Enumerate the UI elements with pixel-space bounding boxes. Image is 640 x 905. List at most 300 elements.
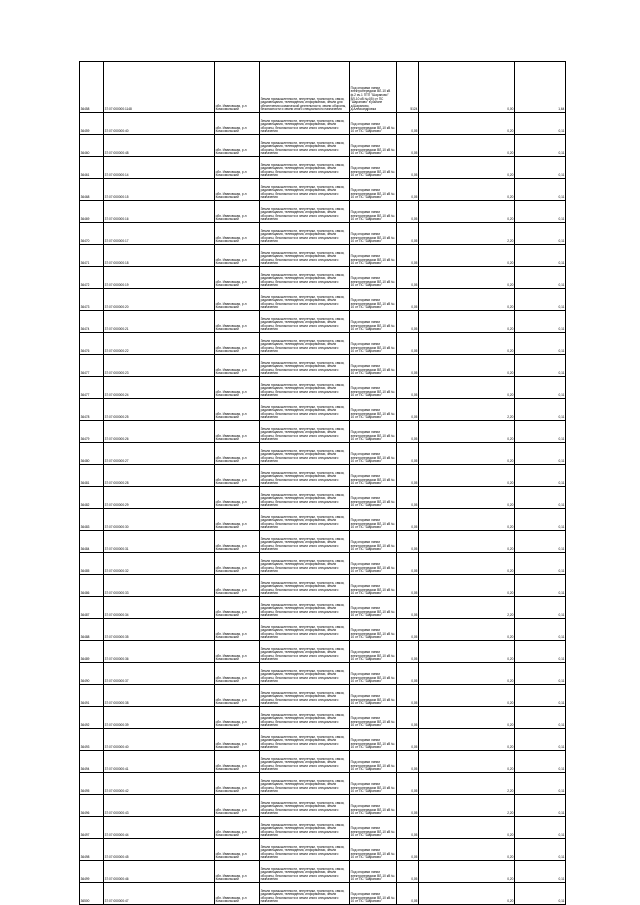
table-row [80, 575, 566, 597]
cadastral-number-cell: 37:07:000000:48 [104, 135, 215, 157]
address-cell: обл. Ивановская, р-н Комсомольский [215, 597, 260, 619]
address-cell: обл. Ивановская, р-н Комсомольский [215, 421, 260, 443]
table-row [80, 223, 566, 245]
land-category-cell: Земли промышленности, энергетики, транспорта, связи, радиовещания, телевидения, информатики, земли обороны, безопасности и земли иного специального назначения [260, 399, 350, 421]
cadastral-number-cell: 37:07:000000:35 [104, 619, 215, 641]
row-id-cell: 36484 [80, 531, 104, 553]
value-cell-1: 0,20 [419, 465, 515, 487]
row-id-cell: 36477 [80, 355, 104, 377]
permitted-use-cell: Под опорами линии электропередачи ВЛ-10 кВ № 10 от ПС "Шарапово" [350, 751, 397, 773]
land-category-cell: Земли промышленности, энергетики, транспорта, связи, радиовещания, телевидения, информатики, земли обороны, безопасности и земли иного специального назначения [260, 245, 350, 267]
value-cell-1: 0,20 [419, 883, 515, 905]
permitted-use-cell: Под опорами линии электропередачи ВЛ-10 кВ № 10 от ПС "Шарапово" [350, 487, 397, 509]
land-category-cell: Земли промышленности, энергетики, транспорта, связи, радиовещания, телевидения, информатики, земли обороны, безопасности и земли иного специального назначения [260, 861, 350, 883]
table-row [80, 817, 566, 839]
address-cell: обл. Ивановская, р-н Комсомольский [215, 399, 260, 421]
cadastral-number-cell: 37:07:000000:18 [104, 245, 215, 267]
value-cell-1: 0,20 [419, 267, 515, 289]
permitted-use-cell: Под опорами линии электропередачи ВЛ-10 кВ № 10 от ПС "Шарапово" [350, 245, 397, 267]
land-category-cell: Земли промышленности, энергетики, транспорта, связи, радиовещания, телевидения, информатики, земли обороны, безопасности и земли иного специального назначения [260, 487, 350, 509]
value-cell-2: 0,11 [515, 487, 566, 509]
cadastral-number-cell: 37:07:000000:41 [104, 751, 215, 773]
row-id-cell: 36486 [80, 575, 104, 597]
area-cell: 0,05 [397, 619, 419, 641]
value-cell-2: 0,11 [515, 135, 566, 157]
table-row [80, 289, 566, 311]
table-row [80, 311, 566, 333]
table-row [80, 861, 566, 883]
land-category-cell: Земли промышленности, энергетики, транспорта, связи, радиовещания, телевидения, информатики, земли обороны, безопасности и земли иного специального назначения [260, 883, 350, 905]
cadastral-number-cell: 37:07:000000:27 [104, 443, 215, 465]
address-cell: обл. Ивановская, р-н Комсомольский [215, 377, 260, 399]
permitted-use-cell: Под опорами линии электропередачи ВЛ-10 кВ № 10 от ПС "Шарапово" [350, 795, 397, 817]
address-cell: обл. Ивановская, р-н Комсомольский [215, 707, 260, 729]
address-cell: обл. Ивановская, р-н Комсомольский [215, 685, 260, 707]
table-row [80, 619, 566, 641]
address-cell: обл. Ивановская, р-н Комсомольский [215, 861, 260, 883]
cadastral-number-cell: 37:07:000000:43 [104, 795, 215, 817]
permitted-use-cell: Под опорами линии электропередачи ВЛ-10 кВ № 10 от ПС "Шарапово" [350, 333, 397, 355]
area-cell: 0,05 [397, 311, 419, 333]
value-cell-1: 0,20 [419, 377, 515, 399]
value-cell-1: 0,20 [419, 839, 515, 861]
value-cell-1: 2,20 [419, 223, 515, 245]
cadastral-number-cell: 37:07:000000:33 [104, 575, 215, 597]
row-id-cell: 36487 [80, 597, 104, 619]
area-cell: 0,05 [397, 289, 419, 311]
value-cell-2: 0,11 [515, 861, 566, 883]
row-id-cell: 36470 [80, 223, 104, 245]
value-cell-1: 0,20 [419, 245, 515, 267]
area-cell: 0,05 [397, 443, 419, 465]
table-row [80, 333, 566, 355]
area-cell: 0,05 [397, 883, 419, 905]
value-cell-2: 0,11 [515, 751, 566, 773]
permitted-use-cell: Под опорами линии электропередачи ВЛ-10 кВ № 10 от ПС "Шарапово" [350, 509, 397, 531]
value-cell-1: 0,20 [419, 751, 515, 773]
permitted-use-cell: Под опорами линии электропередачи ВЛ-10 кВ № 10 от ПС "Шарапово" [350, 839, 397, 861]
land-category-cell: Земли промышленности, энергетики, транспорта, связи, радиовещания, телевидения, информатики, земли обороны, безопасности и земли иного специального назначения [260, 443, 350, 465]
value-cell-2: 0,11 [515, 223, 566, 245]
area-cell: 0,05 [397, 135, 419, 157]
value-cell-2: 0,11 [515, 553, 566, 575]
address-cell: обл. Ивановская, р-н Комсомольский [215, 465, 260, 487]
table-row [80, 135, 566, 157]
value-cell-2: 0,11 [515, 157, 566, 179]
row-id-cell: 36485 [80, 553, 104, 575]
area-cell: 0,05 [397, 795, 419, 817]
table-row [80, 663, 566, 685]
table-row [80, 509, 566, 531]
value-cell-1: 0,20 [419, 817, 515, 839]
area-cell: 0,05 [397, 553, 419, 575]
address-cell: обл. Ивановская, р-н Комсомольский [215, 817, 260, 839]
table-row [80, 553, 566, 575]
row-id-cell: 36468 [80, 179, 104, 201]
value-cell-1: 0,20 [419, 861, 515, 883]
value-cell-2: 0,11 [515, 597, 566, 619]
cadastral-number-cell: 37:07:000000:46 [104, 861, 215, 883]
row-id-cell: 36458 [80, 62, 104, 113]
value-cell-1: 0,00 [419, 62, 515, 113]
cadastral-number-cell: 37:07:000000:31 [104, 531, 215, 553]
permitted-use-cell: Под опорами линии электропередачи ВЛ-10 кВ № 10 от ПС "Шарапово" [350, 817, 397, 839]
permitted-use-cell: Под опорами линии электропередачи ВЛ-10 кВ № 10 от ПС "Шарапово" [350, 597, 397, 619]
land-category-cell: Земли промышленности, энергетики, транспорта, связи, радиовещания, телевидения, информатики, земли обороны, безопасности и земли иного специального назначения [260, 333, 350, 355]
cadastral-number-cell: 37:07:000000:26 [104, 421, 215, 443]
row-id-cell: 36477 [80, 377, 104, 399]
cadastral-number-cell: 37:07:000000:47 [104, 883, 215, 905]
value-cell-1: 0,20 [419, 663, 515, 685]
area-cell: 0,05 [397, 641, 419, 663]
address-cell: обл. Ивановская, р-н Комсомольский [215, 355, 260, 377]
cadastral-number-cell: 37:07:000000:42 [104, 773, 215, 795]
cadastral-number-cell: 37:07:000000:22 [104, 333, 215, 355]
value-cell-2: 0,11 [515, 333, 566, 355]
address-cell: обл. Ивановская, р-н Комсомольский [215, 883, 260, 905]
permitted-use-cell: Под опорами линии электропередачи ВЛ-10 кВ № 10 от ПС "Шарапово" [350, 641, 397, 663]
area-cell: 0,05 [397, 245, 419, 267]
address-cell: обл. Ивановская, р-н Комсомольский [215, 795, 260, 817]
land-category-cell: Земли промышленности, энергетики, транспорта, связи, радиовещания, телевидения, информатики, земли обороны, безопасности и земли иного специального назначения [260, 311, 350, 333]
row-id-cell: 36461 [80, 157, 104, 179]
cadastral-number-cell: 37:07:000000:34 [104, 597, 215, 619]
area-cell: 0,05 [397, 179, 419, 201]
value-cell-2: 0,11 [515, 311, 566, 333]
land-category-cell: Земли промышленности, энергетики, транспорта, связи, радиовещания, телевидения, информатики, земли обороны, безопасности и земли иного специального назначения [260, 201, 350, 223]
land-category-cell: Земли промышленности, энергетики, транспорта, связи, радиовещания, телевидения, информатики, земли обороны, безопасности и земли иного специального назначения [260, 663, 350, 685]
permitted-use-cell: Под опорами линии электропередачи ВЛ-10 кВ № 10 от ПС "Шарапово" [350, 619, 397, 641]
value-cell-2: 0,11 [515, 531, 566, 553]
value-cell-1: 0,20 [419, 135, 515, 157]
land-category-cell: Земли промышленности, энергетики, транспорта, связи, радиовещания, телевидения, информатики, земли обороны, безопасности и земли иного специального назначения [260, 817, 350, 839]
land-category-cell: Земли промышленности, энергетики, транспорта, связи, радиовещания, телевидения, информатики, земли для обеспечения космической деятельности, земли обороны, безопасности и земли иного специального назначения [260, 62, 350, 113]
value-cell-2: 0,11 [515, 773, 566, 795]
area-cell: 0,05 [397, 707, 419, 729]
value-cell-2: 0,11 [515, 685, 566, 707]
area-cell: 0,05 [397, 157, 419, 179]
cadastral-number-cell: 37:07:000000:25 [104, 399, 215, 421]
row-id-cell: 36482 [80, 487, 104, 509]
area-cell: 0,05 [397, 223, 419, 245]
value-cell-1: 0,20 [419, 707, 515, 729]
permitted-use-cell: Под опорами линии электропередачи ВЛ-10 кВ № 10 от ПС "Шарапово" [350, 531, 397, 553]
permitted-use-cell: Под опорами линии электропередачи ВЛ-10 кВ № 10 от ПС "Шарапово" [350, 223, 397, 245]
land-category-cell: Земли промышленности, энергетики, транспорта, связи, радиовещания, телевидения, информатики, земли обороны, безопасности и земли иного специального назначения [260, 421, 350, 443]
land-registry-table [79, 61, 566, 905]
permitted-use-cell: Под опорами линии электропередачи ВЛ-10 кВ № 10 от ПС "Шарапово" [350, 113, 397, 135]
row-id-cell: 36460 [80, 135, 104, 157]
permitted-use-cell: Под опорами линии электропередачи ВЛ-10 кВ № 10 от ПС "Шарапово" [350, 179, 397, 201]
cadastral-number-cell: 37:07:000000:21 [104, 311, 215, 333]
value-cell-2: 0,11 [515, 839, 566, 861]
value-cell-2: 0,11 [515, 355, 566, 377]
area-cell: 0,05 [397, 531, 419, 553]
land-category-cell: Земли промышленности, энергетики, транспорта, связи, радиовещания, телевидения, информатики, земли обороны, безопасности и земли иного специального назначения [260, 641, 350, 663]
value-cell-2: 0,11 [515, 619, 566, 641]
area-cell: 0,05 [397, 465, 419, 487]
row-id-cell: 36488 [80, 619, 104, 641]
row-id-cell: 36483 [80, 509, 104, 531]
land-category-cell: Земли промышленности, энергетики, транспорта, связи, радиовещания, телевидения, информатики, земли обороны, безопасности и земли иного специального назначения [260, 795, 350, 817]
permitted-use-cell: Под опорами линии электропередачи ВЛ-10 кВ № 10 от ПС "Шарапово" [350, 421, 397, 443]
table-row [80, 62, 566, 113]
address-cell: обл. Ивановская, р-н Комсомольский [215, 245, 260, 267]
value-cell-2: 0,11 [515, 179, 566, 201]
value-cell-1: 0,20 [419, 729, 515, 751]
value-cell-1: 0,20 [419, 157, 515, 179]
table-row [80, 597, 566, 619]
table-row [80, 157, 566, 179]
value-cell-2: 0,11 [515, 245, 566, 267]
address-cell: обл. Ивановская, р-н Комсомольский [215, 553, 260, 575]
address-cell: обл. Ивановская, р-н Комсомольский [215, 773, 260, 795]
permitted-use-cell: Под опорами линии электропередачи ВЛ-10 кВ ф.2 яч.1 ПТП "Шарапово" ВЛ-10 кВ №4(5) от ПС "Шарапово" в районе д.Шарапово, д.Александровка [350, 62, 397, 113]
value-cell-1: 0,20 [419, 179, 515, 201]
address-cell: обл. Ивановская, р-н Комсомольский [215, 201, 260, 223]
table-row [80, 377, 566, 399]
row-id-cell: 36471 [80, 245, 104, 267]
permitted-use-cell: Под опорами линии электропередачи ВЛ-10 кВ № 10 от ПС "Шарапово" [350, 883, 397, 905]
land-category-cell: Земли промышленности, энергетики, транспорта, связи, радиовещания, телевидения, информатики, земли обороны, безопасности и земли иного специального назначения [260, 773, 350, 795]
value-cell-2: 0,11 [515, 707, 566, 729]
table-row [80, 113, 566, 135]
row-id-cell: 36478 [80, 399, 104, 421]
cadastral-number-cell: 37:07:000000:30 [104, 509, 215, 531]
area-cell: 0,05 [397, 509, 419, 531]
value-cell-1: 0,20 [419, 553, 515, 575]
land-category-cell: Земли промышленности, энергетики, транспорта, связи, радиовещания, телевидения, информатики, земли обороны, безопасности и земли иного специального назначения [260, 179, 350, 201]
address-cell: обл. Ивановская, р-н Комсомольский [215, 289, 260, 311]
value-cell-2: 0,11 [515, 729, 566, 751]
table-row [80, 751, 566, 773]
cadastral-number-cell: 37:07:000000:23 [104, 355, 215, 377]
area-cell: 0,05 [397, 729, 419, 751]
value-cell-2: 0,11 [515, 795, 566, 817]
area-cell: 0,05 [397, 663, 419, 685]
row-id-cell: 36479 [80, 421, 104, 443]
land-category-cell: Земли промышленности, энергетики, транспорта, связи, радиовещания, телевидения, информатики, земли обороны, безопасности и земли иного специального назначения [260, 157, 350, 179]
value-cell-1: 2,20 [419, 399, 515, 421]
value-cell-1: 0,20 [419, 333, 515, 355]
address-cell: обл. Ивановская, р-н Комсомольский [215, 751, 260, 773]
land-category-cell: Земли промышленности, энергетики, транспорта, связи, радиовещания, телевидения, информатики, земли обороны, безопасности и земли иного специального назначения [260, 355, 350, 377]
value-cell-1: 0,20 [419, 355, 515, 377]
area-cell: 0,05 [397, 421, 419, 443]
permitted-use-cell: Под опорами линии электропередачи ВЛ-10 кВ № 10 от ПС "Шарапово" [350, 861, 397, 883]
land-category-cell: Земли промышленности, энергетики, транспорта, связи, радиовещания, телевидения, информатики, земли обороны, безопасности и земли иного специального назначения [260, 135, 350, 157]
row-id-cell: 36491 [80, 685, 104, 707]
table-row [80, 201, 566, 223]
value-cell-2: 0,11 [515, 113, 566, 135]
cadastral-number-cell: 37:07:000000:36 [104, 641, 215, 663]
value-cell-1: 0,20 [419, 487, 515, 509]
address-cell: обл. Ивановская, р-н Комсомольский [215, 663, 260, 685]
area-cell: 0,05 [397, 839, 419, 861]
address-cell: обл. Ивановская, р-н Комсомольский [215, 113, 260, 135]
cadastral-number-cell: 37:07:000000:28 [104, 465, 215, 487]
cadastral-number-cell: 37:07:000000:32 [104, 553, 215, 575]
land-category-cell: Земли промышленности, энергетики, транспорта, связи, радиовещания, телевидения, информатики, земли обороны, безопасности и земли иного специального назначения [260, 465, 350, 487]
address-cell: обл. Ивановская, р-н Комсомольский [215, 531, 260, 553]
address-cell: обл. Ивановская, р-н Комсомольский [215, 729, 260, 751]
permitted-use-cell: Под опорами линии электропередачи ВЛ-10 кВ № 10 от ПС "Шарапово" [350, 289, 397, 311]
cadastral-number-cell: 37:07:000000:39 [104, 707, 215, 729]
area-cell: 0,05 [397, 267, 419, 289]
value-cell-2: 0,11 [515, 817, 566, 839]
value-cell-2: 0,11 [515, 465, 566, 487]
land-category-cell: Земли промышленности, энергетики, транспорта, связи, радиовещания, телевидения, информатики, земли обороны, безопасности и земли иного специального назначения [260, 267, 350, 289]
row-id-cell: 36480 [80, 443, 104, 465]
table-row [80, 531, 566, 553]
value-cell-1: 0,20 [419, 443, 515, 465]
area-cell: 0,05 [397, 685, 419, 707]
permitted-use-cell: Под опорами линии электропередачи ВЛ-10 кВ № 10 от ПС "Шарапово" [350, 267, 397, 289]
cadastral-number-cell: 37:07:000000:17 [104, 223, 215, 245]
value-cell-2: 0,11 [515, 443, 566, 465]
address-cell: обл. Ивановская, р-н Комсомольский [215, 333, 260, 355]
permitted-use-cell: Под опорами линии электропередачи ВЛ-10 кВ № 10 от ПС "Шарапово" [350, 443, 397, 465]
table-row [80, 773, 566, 795]
permitted-use-cell: Под опорами линии электропередачи ВЛ-10 кВ № 10 от ПС "Шарапово" [350, 355, 397, 377]
table-row [80, 685, 566, 707]
value-cell-1: 2,20 [419, 773, 515, 795]
table-row [80, 443, 566, 465]
value-cell-1: 0,20 [419, 289, 515, 311]
table-row [80, 399, 566, 421]
table-row [80, 421, 566, 443]
row-id-cell: 36495 [80, 773, 104, 795]
row-id-cell: 36473 [80, 289, 104, 311]
land-category-cell: Земли промышленности, энергетики, транспорта, связи, радиовещания, телевидения, информатики, земли обороны, безопасности и земли иного специального назначения [260, 685, 350, 707]
value-cell-1: 0,20 [419, 509, 515, 531]
permitted-use-cell: Под опорами линии электропередачи ВЛ-10 кВ № 10 от ПС "Шарапово" [350, 707, 397, 729]
land-category-cell: Земли промышленности, энергетики, транспорта, связи, радиовещания, телевидения, информатики, земли обороны, безопасности и земли иного специального назначения [260, 729, 350, 751]
value-cell-2: 0,11 [515, 267, 566, 289]
cadastral-number-cell: 37:07:000000:44 [104, 817, 215, 839]
address-cell: обл. Ивановская, р-н Комсомольский [215, 619, 260, 641]
cadastral-number-cell: 37:07:000000:37 [104, 663, 215, 685]
permitted-use-cell: Под опорами линии электропередачи ВЛ-10 кВ № 10 от ПС "Шарапово" [350, 465, 397, 487]
table-row [80, 355, 566, 377]
value-cell-2: 0,11 [515, 399, 566, 421]
land-category-cell: Земли промышленности, энергетики, транспорта, связи, радиовещания, телевидения, информатики, земли обороны, безопасности и земли иного специального назначения [260, 575, 350, 597]
value-cell-1: 0,20 [419, 311, 515, 333]
permitted-use-cell: Под опорами линии электропередачи ВЛ-10 кВ № 10 от ПС "Шарапово" [350, 399, 397, 421]
value-cell-2: 0,11 [515, 575, 566, 597]
row-id-cell: 36474 [80, 311, 104, 333]
value-cell-2: 0,11 [515, 883, 566, 905]
value-cell-1: 0,20 [419, 421, 515, 443]
value-cell-1: 0,20 [419, 113, 515, 135]
area-cell: 5124 [397, 62, 419, 113]
permitted-use-cell: Под опорами линии электропередачи ВЛ-10 кВ № 10 от ПС "Шарапово" [350, 729, 397, 751]
table-row [80, 267, 566, 289]
table-row [80, 839, 566, 861]
cadastral-number-cell: 37:07:000000:29 [104, 487, 215, 509]
land-category-cell: Земли промышленности, энергетики, транспорта, связи, радиовещания, телевидения, информатики, земли обороны, безопасности и земли иного специального назначения [260, 553, 350, 575]
row-id-cell: 36472 [80, 267, 104, 289]
permitted-use-cell: Под опорами линии электропередачи ВЛ-10 кВ № 10 от ПС "Шарапово" [350, 685, 397, 707]
value-cell-2: 0,11 [515, 641, 566, 663]
cadastral-number-cell: 37:07:000000:19 [104, 267, 215, 289]
value-cell-1: 0,20 [419, 575, 515, 597]
address-cell: обл. Ивановская, р-н Комсомольский [215, 135, 260, 157]
value-cell-2: 0,11 [515, 663, 566, 685]
cadastral-number-cell: 37:07:000000:45 [104, 839, 215, 861]
land-category-cell: Земли промышленности, энергетики, транспорта, связи, радиовещания, телевидения, информатики, земли обороны, безопасности и земли иного специального назначения [260, 597, 350, 619]
area-cell: 0,05 [397, 333, 419, 355]
address-cell: обл. Ивановская, р-н Комсомольский [215, 839, 260, 861]
value-cell-2: 0,11 [515, 421, 566, 443]
area-cell: 0,05 [397, 113, 419, 135]
land-category-cell: Земли промышленности, энергетики, транспорта, связи, радиовещания, телевидения, информатики, земли обороны, безопасности и земли иного специального назначения [260, 751, 350, 773]
table-row [80, 729, 566, 751]
table-row [80, 883, 566, 905]
cadastral-number-cell: 37:07:000000:20 [104, 289, 215, 311]
permitted-use-cell: Под опорами линии электропередачи ВЛ-10 кВ № 10 от ПС "Шарапово" [350, 663, 397, 685]
cadastral-number-cell: 37:07:000000:14 [104, 157, 215, 179]
area-cell: 0,05 [397, 201, 419, 223]
table-row [80, 641, 566, 663]
address-cell: обл. Ивановская, р-н Комсомольский [215, 157, 260, 179]
land-category-cell: Земли промышленности, энергетики, транспорта, связи, радиовещания, телевидения, информатики, земли обороны, безопасности и земли иного специального назначения [260, 223, 350, 245]
row-id-cell: 36494 [80, 751, 104, 773]
cadastral-number-cell: 37:07:000000:40 [104, 113, 215, 135]
address-cell: обл. Ивановская, р-н Комсомольский [215, 267, 260, 289]
area-cell: 0,05 [397, 575, 419, 597]
table-row [80, 795, 566, 817]
area-cell: 0,05 [397, 597, 419, 619]
value-cell-1: 0,20 [419, 641, 515, 663]
land-category-cell: Земли промышленности, энергетики, транспорта, связи, радиовещания, телевидения, информатики, земли обороны, безопасности и земли иного специального назначения [260, 377, 350, 399]
table-row [80, 245, 566, 267]
cadastral-number-cell: 37:07:000000:40 [104, 729, 215, 751]
area-cell: 0,05 [397, 817, 419, 839]
permitted-use-cell: Под опорами линии электропередачи ВЛ-10 кВ № 10 от ПС "Шарапово" [350, 135, 397, 157]
land-category-cell: Земли промышленности, энергетики, транспорта, связи, радиовещания, телевидения, информатики, земли обороны, безопасности и земли иного специального назначения [260, 839, 350, 861]
row-id-cell: 36476 [80, 333, 104, 355]
value-cell-1: 2,20 [419, 597, 515, 619]
table-row [80, 487, 566, 509]
row-id-cell: 36500 [80, 883, 104, 905]
permitted-use-cell: Под опорами линии электропередачи ВЛ-10 кВ № 10 от ПС "Шарапово" [350, 575, 397, 597]
land-category-cell: Земли промышленности, энергетики, транспорта, связи, радиовещания, телевидения, информатики, земли обороны, безопасности и земли иного специального назначения [260, 113, 350, 135]
cadastral-number-cell: 37:07:000000:1148 [104, 62, 215, 113]
area-cell: 0,05 [397, 751, 419, 773]
area-cell: 0,05 [397, 355, 419, 377]
cadastral-number-cell: 37:07:000000:16 [104, 201, 215, 223]
value-cell-2: 0,11 [515, 377, 566, 399]
row-id-cell: 36497 [80, 817, 104, 839]
cadastral-number-cell: 37:07:000000:38 [104, 685, 215, 707]
cadastral-number-cell: 37:07:000000:24 [104, 377, 215, 399]
value-cell-1: 0,20 [419, 201, 515, 223]
cadastral-number-cell: 37:07:000000:15 [104, 179, 215, 201]
table-body [80, 62, 566, 905]
row-id-cell: 36498 [80, 839, 104, 861]
table-row [80, 707, 566, 729]
row-id-cell: 36481 [80, 465, 104, 487]
land-category-cell: Земли промышленности, энергетики, транспорта, связи, радиовещания, телевидения, информатики, земли обороны, безопасности и земли иного специального назначения [260, 289, 350, 311]
permitted-use-cell: Под опорами линии электропередачи ВЛ-10 кВ № 10 от ПС "Шарапово" [350, 377, 397, 399]
area-cell: 0,05 [397, 773, 419, 795]
permitted-use-cell: Под опорами линии электропередачи ВЛ-10 кВ № 10 от ПС "Шарапово" [350, 157, 397, 179]
address-cell: обл. Ивановская, р-н Комсомольский [215, 443, 260, 465]
land-category-cell: Земли промышленности, энергетики, транспорта, связи, радиовещания, телевидения, информатики, земли обороны, безопасности и земли иного специального назначения [260, 531, 350, 553]
permitted-use-cell: Под опорами линии электропередачи ВЛ-10 кВ № 10 от ПС "Шарапово" [350, 773, 397, 795]
address-cell: обл. Ивановская, р-н Комсомольский [215, 575, 260, 597]
